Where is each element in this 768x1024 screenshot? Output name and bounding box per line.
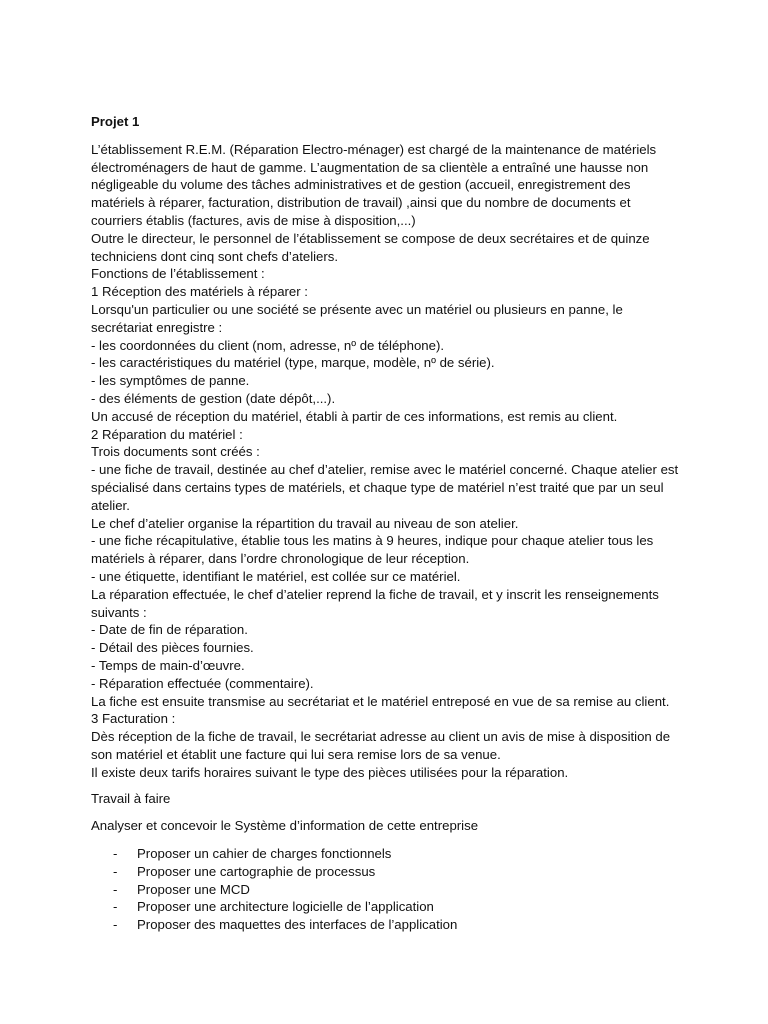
section-billing: 3 Facturation : [91, 711, 176, 727]
task-list [91, 845, 681, 934]
bullet-marker: - [113, 846, 118, 862]
paragraph-reception: Lorsqu'un particulier ou une société se présente avec un matériel ou plusieurs en panne, le secrétariat enregistre : [91, 301, 623, 335]
section-functions: Fonctions de l’établissement : [91, 266, 265, 282]
paragraph-chef: Le chef d’atelier organise la répartition du travail au niveau de son atelier. [91, 515, 519, 531]
document-title: Projet 1 [91, 114, 140, 129]
list-item: - Date de fin de réparation. [91, 622, 248, 638]
list-item: - les coordonnées du client (nom, adresse, nº de téléphone). [91, 337, 445, 353]
bullet-marker: - [113, 863, 118, 879]
list-item: - les symptômes de panne. [91, 373, 250, 389]
list-item: - une fiche récapitulative, établie tous les matins à 9 heures, indique pour chaque atelier tous les matériels à réparer, dans l’ordre chronologique de leur réception. [91, 533, 654, 567]
bullet-marker: - [113, 917, 118, 933]
list-item: - une étiquette, identifiant le matériel, est collée sur ce matériel. [91, 568, 461, 584]
work-intro: Analyser et concevoir le Système d’information de cette entreprise [91, 818, 479, 834]
task-text: Proposer un cahier de charges fonctionnels [137, 846, 392, 862]
paragraph-rates: Il existe deux tarifs horaires suivant le type des pièces utilisées pour la réparation. [91, 764, 569, 780]
task-item [91, 863, 681, 881]
task-text: Proposer une architecture logicielle de l’application [137, 899, 434, 915]
bullet-marker: - [113, 881, 118, 897]
task-item [91, 898, 681, 916]
work-heading: Travail à faire [91, 791, 171, 807]
task-item [91, 916, 681, 934]
list-item: - une fiche de travail, destinée au chef d’atelier, remise avec le matériel concerné. Chaque atelier est spécialisé dans certains types de matériels, et chaque type de matériel n’est traité que par un seul atelier. [91, 462, 679, 513]
paragraph-repair-done: La réparation effectuée, le chef d’atelier reprend la fiche de travail, et y inscrit les renseignements suivants : [91, 586, 659, 620]
paragraph-staff: Outre le directeur, le personnel de l’établissement se compose de deux secrétaires et de quinze techniciens dont cinq sont chefs d’ateliers. [91, 230, 650, 264]
list-item: - Temps de main-d’œuvre. [91, 657, 245, 673]
paragraph-receipt: Un accusé de réception du matériel, établi à partir de ces informations, est remis au client. [91, 408, 618, 424]
paragraph-billing: Dès réception de la fiche de travail, le secrétariat adresse au client un avis de mise à disposition de son matériel et établit une facture qui lui sera remise lors de sa venue. [91, 729, 671, 762]
list-item: - Réparation effectuée (commentaire). [91, 675, 314, 691]
document-page [91, 113, 681, 934]
bullet-marker: - [113, 899, 118, 915]
list-item: - les caractéristiques du matériel (type, marque, modèle, nº de série). [91, 355, 495, 371]
section-repair: 2 Réparation du matériel : [91, 426, 243, 442]
task-text: Proposer une MCD [137, 881, 250, 897]
task-item [91, 845, 681, 863]
paragraph-documents: Trois documents sont créés : [91, 444, 260, 460]
paragraph-transmit: La fiche est ensuite transmise au secrétariat et le matériel entreposé en vue de sa remise au client. [91, 693, 670, 709]
task-text: Proposer une cartographie de processus [137, 863, 376, 879]
list-item: - des éléments de gestion (date dépôt,...). [91, 390, 336, 406]
paragraph-intro: L’établissement R.E.M. (Réparation Electro-ménager) est chargé de la maintenance de matériels électroménagers de haut de gamme. L’augmentation de sa clientèle a entraîné une hausse non négligeable du volume des tâches administratives et de gestion (accueil, enregistrement des matériels à réparer, facturation, distribution de travail) ,ainsi que du nombre de documents et courriers établis (factures, avis de mise à disposition,...) [91, 141, 657, 228]
task-text: Proposer des maquettes des interfaces de l’application [137, 917, 458, 933]
task-item [91, 881, 681, 899]
section-reception: 1 Réception des matériels à réparer : [91, 284, 308, 300]
list-item: - Détail des pièces fournies. [91, 640, 254, 656]
document-body [91, 141, 681, 782]
